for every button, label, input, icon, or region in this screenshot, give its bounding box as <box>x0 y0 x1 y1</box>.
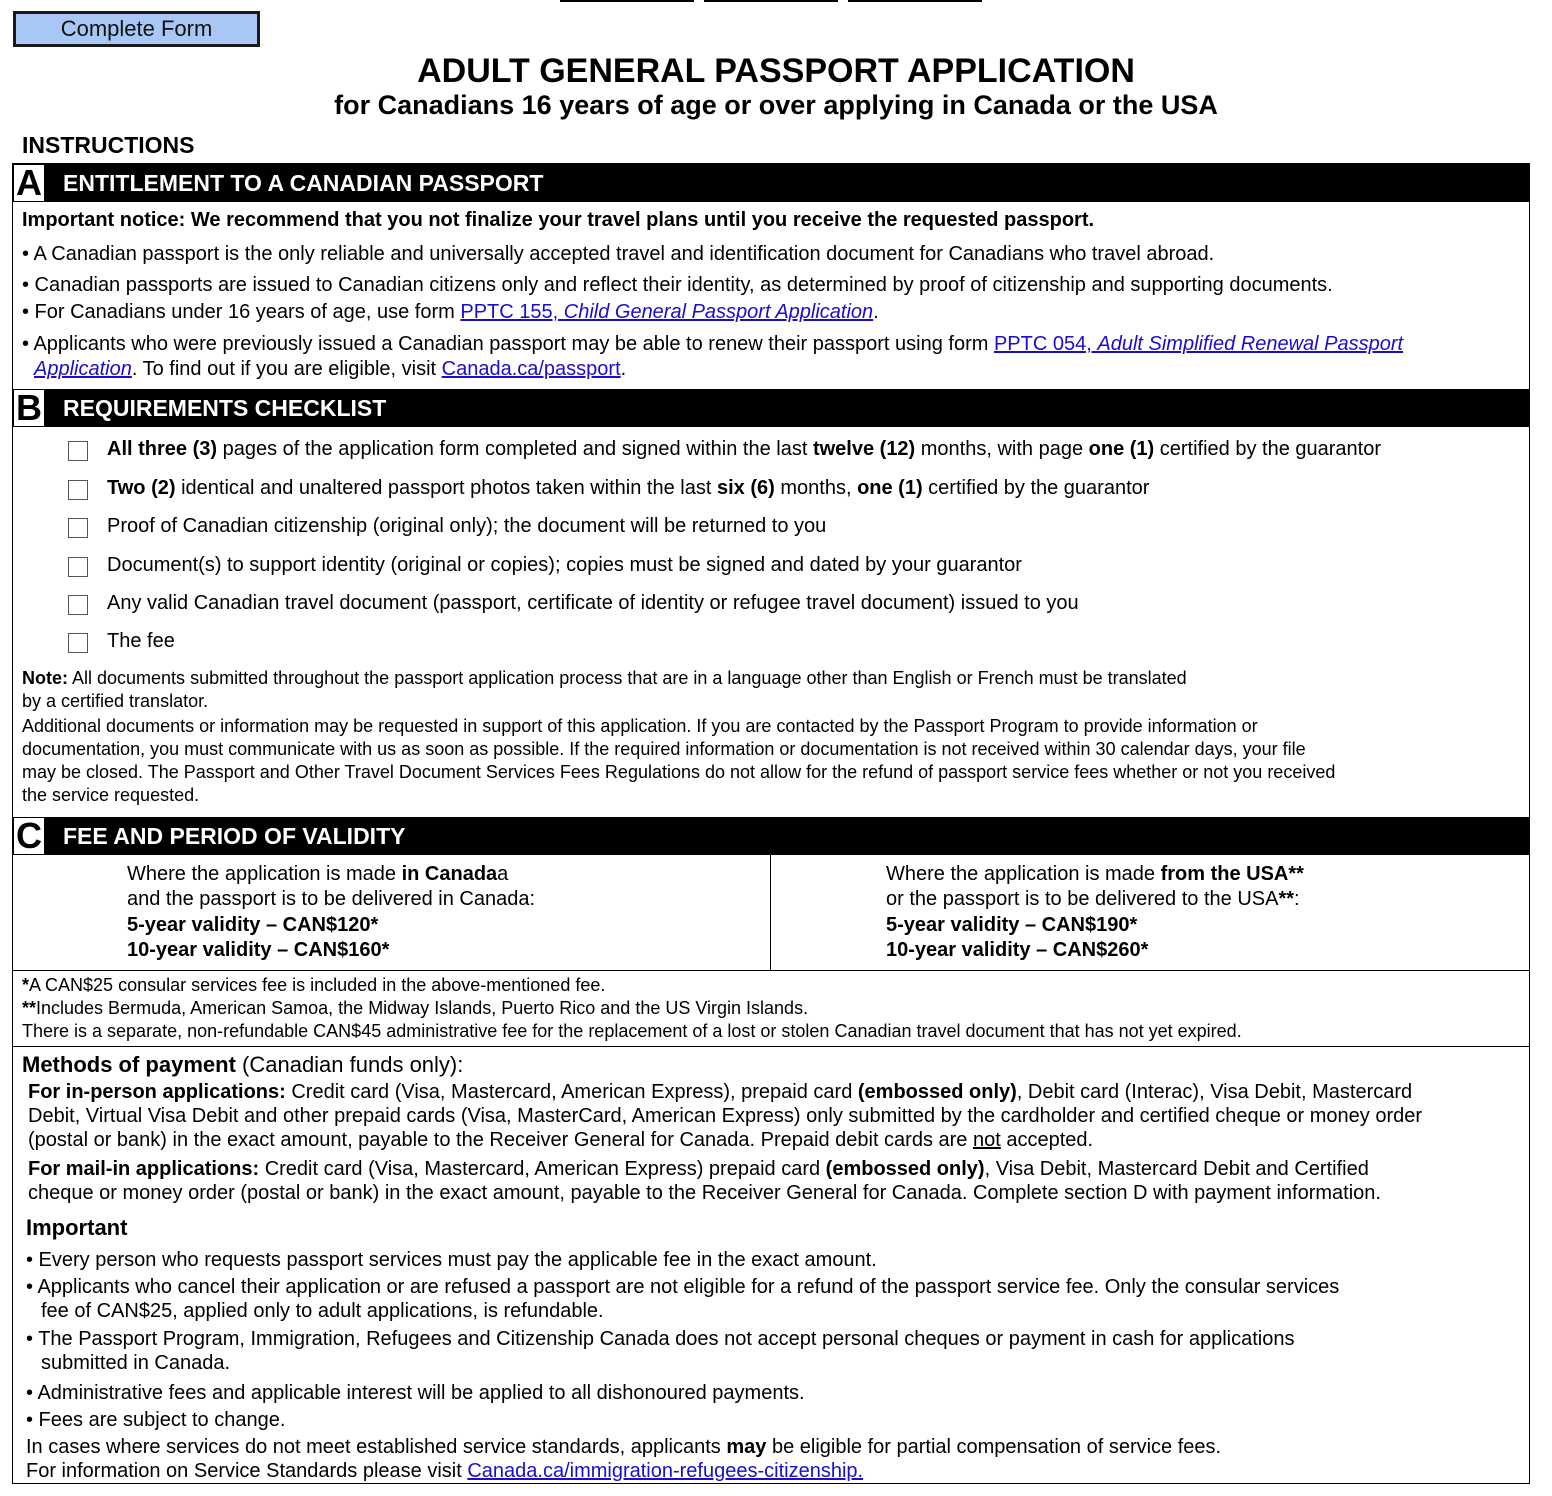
section-c-title: FEE AND PERIOD OF VALIDITY <box>63 822 406 849</box>
translation-note-cont: by a certified translator. <box>22 691 209 711</box>
section-a-header <box>13 164 1529 202</box>
entitlement-bullet-3: • For Canadians under 16 years of age, use form PPTC 155, Child General Passport Application. <box>22 301 879 323</box>
complete-form-button[interactable]: Complete Form <box>13 11 260 47</box>
additional-docs-line-3: may be closed. The Passport and Other Travel Document Services Fees Regulations do not allow for the refund of passport service fees whether or not you received <box>22 762 1336 782</box>
important-notice: Important notice: We recommend that you not finalize your travel plans until you receive the requested passport. <box>22 209 1095 231</box>
additional-docs-line-4: the service requested. <box>22 785 200 805</box>
bullet-3-text: • For Canadians under 16 years of age, use form <box>22 301 461 323</box>
payment-top-rule <box>13 1046 1529 1047</box>
service-standards-link[interactable]: Canada.ca/immigration-refugees-citizenship. <box>467 1460 864 1482</box>
page-title: ADULT GENERAL PASSPORT APPLICATION <box>417 52 1135 90</box>
canada-passport-link[interactable]: Canada.ca/passport <box>441 358 621 380</box>
fee-usa-line-1: Where the application is made from the USA** <box>886 863 1304 885</box>
fee-usa-5-year: 5-year validity – CAN$190* <box>886 914 1138 936</box>
important-bullet-5: • Fees are subject to change. <box>26 1409 286 1431</box>
payment-methods-heading: Methods of payment (Canadian funds only): <box>22 1052 464 1077</box>
entitlement-bullet-1: • A Canadian passport is the only reliable and universally accepted travel and identification document for Canadians who travel abroad. <box>22 243 1215 265</box>
fee-footnote-3: There is a separate, non-refundable CAN$45 administrative fee for the replacement of a lost or stolen Canadian travel document that has not yet expired. <box>22 1021 1242 1041</box>
checkbox-fee[interactable] <box>68 633 88 653</box>
checkbox-photos[interactable] <box>68 480 88 500</box>
entitlement-bullet-4-cont: Application. To find out if you are eligible, visit Canada.ca/passport. <box>34 358 627 380</box>
checklist-item-fee: The fee <box>107 630 175 652</box>
fee-usa-line-2: or the passport is to be delivered to the USA**: <box>886 888 1300 910</box>
checklist-item-form-pages: All three (3) pages of the application form completed and signed within the last twelve (12) months, with page one (1) certified by the guarantor <box>107 438 1382 460</box>
section-c-header <box>13 817 1529 855</box>
fee-footnote-2: **Includes Bermuda, American Samoa, the Midway Islands, Puerto Rico and the US Virgin Islands. <box>22 998 809 1018</box>
section-c-letter: C <box>13 817 45 855</box>
fee-usa-10-year: 10-year validity – CAN$260* <box>886 939 1149 961</box>
important-bullet-3-cont: submitted in Canada. <box>41 1352 231 1374</box>
fee-canada-line-1: Where the application is made in Canadaa <box>127 863 509 885</box>
in-person-line-2: Debit, Virtual Visa Debit and other prepaid cards (Visa, MasterCard, American Express) only submitted by the cardholder and certified cheque or money order <box>28 1105 1423 1127</box>
fee-table-bottom-rule <box>13 970 1529 971</box>
fee-canada-line-2: and the passport is to be delivered in Canada: <box>127 888 536 910</box>
mail-in-line-1: For mail-in applications: Credit card (Visa, Mastercard, American Express) prepaid card (embossed only), Visa Debit, Mastercard Debit and Certified <box>28 1158 1369 1180</box>
pptc-054-link[interactable]: PPTC 054, Adult Simplified Renewal Passport <box>993 333 1404 355</box>
important-bullet-3: • The Passport Program, Immigration, Refugees and Citizenship Canada does not accept personal cheques or payment in cash for applications <box>26 1328 1295 1350</box>
compensation-note: In cases where services do not meet established service standards, applicants may be eligible for partial compensation of service fees. <box>26 1436 1222 1458</box>
translation-note: Note: All documents submitted throughout the passport application process that are in a language other than English or French must be translated <box>22 668 1187 688</box>
checklist-item-photos: Two (2) identical and unaltered passport photos taken within the last six (6) months, one (1) certified by the guarantor <box>107 477 1150 499</box>
page-subtitle: for Canadians 16 years of age or over applying in Canada or the USA <box>334 90 1218 120</box>
checkbox-identity-documents[interactable] <box>68 557 88 577</box>
important-bullet-4: • Administrative fees and applicable interest will be applied to all dishonoured payments. <box>26 1382 805 1404</box>
fee-canada-5-year: 5-year validity – CAN$120* <box>127 914 379 936</box>
important-bullet-2: • Applicants who cancel their application or are refused a passport are not eligible for a refund of the passport service fee. Only the consular services <box>26 1276 1340 1298</box>
entitlement-bullet-2: • Canadian passports are issued to Canadian citizens only and reflect their identity, as determined by proof of citizenship and supporting documents. <box>22 274 1333 296</box>
fee-canada-10-year: 10-year validity – CAN$160* <box>127 939 390 961</box>
checkbox-form-pages[interactable] <box>68 441 88 461</box>
additional-docs-line-1: Additional documents or information may be requested in support of this application. If you are contacted by the Passport Program to provide information or <box>22 716 1258 736</box>
entitlement-bullet-4 <box>22 332 1403 357</box>
pptc-155-link[interactable]: PPTC 155, Child General Passport Application <box>460 301 874 323</box>
service-standards-line: For information on Service Standards please visit Canada.ca/immigration-refugees-citizenship. <box>26 1460 864 1482</box>
checklist-item-travel-document: Any valid Canadian travel document (passport, certificate of identity or refugee travel document) issued to you <box>107 592 1079 614</box>
pptc-054-link-cont[interactable]: Application <box>34 358 132 380</box>
checkbox-citizenship-proof[interactable] <box>68 518 88 538</box>
important-bullet-2-cont: fee of CAN$25, applied only to adult applications, is refundable. <box>41 1300 604 1322</box>
instructions-heading: INSTRUCTIONS <box>22 132 195 158</box>
fee-footnote-1: *A CAN$25 consular services fee is included in the above-mentioned fee. <box>22 975 606 995</box>
checklist-item-citizenship-proof: Proof of Canadian citizenship (original only); the document will be returned to you <box>107 515 827 537</box>
section-a-title: ENTITLEMENT TO A CANADIAN PASSPORT <box>63 169 544 196</box>
fee-column-divider <box>770 855 771 970</box>
checkbox-travel-document[interactable] <box>68 595 88 615</box>
mail-in-line-2: cheque or money order (postal or bank) in the exact amount, payable to the Receiver General for Canada. Complete section D with payment information. <box>28 1182 1381 1204</box>
in-person-line-1: For in-person applications: Credit card (Visa, Mastercard, American Express), prepaid card (embossed only), Debit card (Interac), Visa Debit, Mastercard <box>28 1081 1413 1103</box>
additional-docs-line-2: documentation, you must communicate with us as soon as possible. If the required information or documentation is not received within 30 calendar days, your file <box>22 739 1306 759</box>
section-b-title: REQUIREMENTS CHECKLIST <box>63 394 387 421</box>
section-b-header <box>13 389 1529 427</box>
section-a-letter: A <box>13 164 45 202</box>
bullet-4-text: • Applicants who were previously issued a Canadian passport may be able to renew their passport using form <box>22 333 994 355</box>
important-bullet-1: • Every person who requests passport services must pay the applicable fee in the exact amount. <box>26 1249 877 1271</box>
section-b-letter: B <box>13 389 45 427</box>
important-heading: Important <box>26 1215 128 1240</box>
in-person-line-3: (postal or bank) in the exact amount, payable to the Receiver General for Canada. Prepaid debit cards are not accepted. <box>28 1129 1094 1151</box>
checklist-item-identity-documents: Document(s) to support identity (original or copies); copies must be signed and dated by your guarantor <box>107 554 1022 576</box>
